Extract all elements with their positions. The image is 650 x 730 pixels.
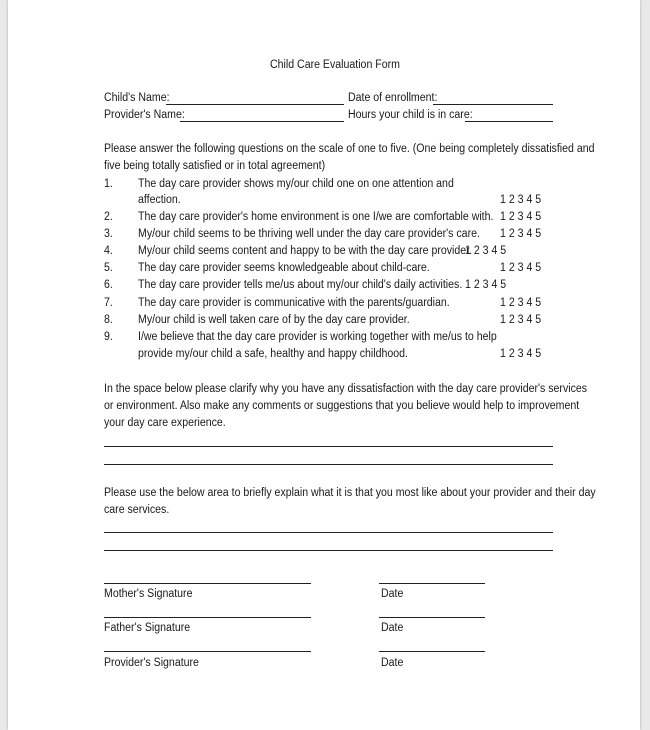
- childs-name-field[interactable]: [166, 104, 344, 105]
- question-text: My/our child seems to be thriving well under the day care provider's care.: [138, 228, 480, 240]
- question-text: The day care provider shows my/our child one on one attention and: [138, 178, 454, 190]
- childs-name-label: Child's Name:: [104, 92, 170, 104]
- mother-signature-label: Mother's Signature: [104, 588, 193, 600]
- question-text: The day care provider's home environment is one I/we are comfortable with.: [138, 211, 494, 223]
- rating-scale[interactable]: 1 2 3 4 5: [465, 279, 507, 291]
- date-label: Date: [381, 657, 404, 669]
- mother-date-line[interactable]: [379, 583, 485, 584]
- likes-writing-line[interactable]: [104, 532, 553, 533]
- like-line-2: care services.: [104, 504, 170, 516]
- father-date-line[interactable]: [379, 617, 485, 618]
- instructions-line-1: Please answer the following questions on the scale of one to five. (One being completely dissatisfied and: [104, 143, 595, 155]
- clarify-line-2: or environment. Also make any comments or suggestions that you believe would help to improvement: [104, 400, 580, 412]
- question-text: My/our child seems content and happy to be with the day care provider.: [138, 245, 473, 257]
- question-text: The day care provider is communicative with the parents/guardian.: [138, 297, 450, 309]
- clarify-line-3: your day care experience.: [104, 417, 226, 429]
- form-title: Child Care Evaluation Form: [270, 59, 400, 71]
- question-text-continued: affection.: [138, 194, 181, 206]
- clarify-line-1: In the space below please clarify why you have any dissatisfaction with the day care provider's services: [104, 383, 588, 395]
- question-number: 2.: [104, 211, 113, 223]
- father-signature-label: Father's Signature: [104, 622, 191, 634]
- question-number: 9.: [104, 331, 113, 343]
- rating-scale[interactable]: 1 2 3 4 5: [500, 211, 542, 223]
- rating-scale[interactable]: 1 2 3 4 5: [500, 262, 542, 274]
- father-signature-line[interactable]: [104, 617, 311, 618]
- provider-signature-line[interactable]: [104, 651, 311, 652]
- rating-scale[interactable]: 1 2 3 4 5: [465, 245, 507, 257]
- question-number: 5.: [104, 262, 113, 274]
- question-number: 4.: [104, 245, 113, 257]
- date-enrollment-label: Date of enrollment:: [348, 92, 438, 104]
- comments-writing-line[interactable]: [104, 446, 553, 447]
- providers-name-label: Provider's Name:: [104, 109, 185, 121]
- hours-in-care-label: Hours your child is in care:: [348, 109, 473, 121]
- date-label: Date: [381, 622, 404, 634]
- rating-scale[interactable]: 1 2 3 4 5: [500, 228, 542, 240]
- providers-name-field[interactable]: [180, 121, 344, 122]
- rating-scale[interactable]: 1 2 3 4 5: [500, 297, 542, 309]
- question-text: My/our child is well taken care of by the day care provider.: [138, 314, 410, 326]
- rating-scale[interactable]: 1 2 3 4 5: [500, 348, 542, 360]
- rating-scale[interactable]: 1 2 3 4 5: [500, 314, 542, 326]
- question-text: The day care provider seems knowledgeable about child-care.: [138, 262, 430, 274]
- question-text-continued: provide my/our child a safe, healthy and happy childhood.: [138, 348, 408, 360]
- question-text: I/we believe that the day care provider is working together with me/us to help: [138, 331, 497, 343]
- instructions-line-2: five being totally satisfied or in total agreement): [104, 160, 326, 172]
- question-number: 8.: [104, 314, 113, 326]
- comments-writing-line[interactable]: [104, 464, 553, 465]
- date-label: Date: [381, 588, 404, 600]
- question-number: 7.: [104, 297, 113, 309]
- document-page: [8, 0, 640, 730]
- like-line-1: Please use the below area to briefly explain what it is that you most like about your provider and their day: [104, 487, 596, 499]
- question-number: 1.: [104, 178, 113, 190]
- question-number: 6.: [104, 279, 113, 291]
- hours-in-care-field[interactable]: [465, 121, 553, 122]
- likes-writing-line[interactable]: [104, 550, 553, 551]
- provider-signature-label: Provider's Signature: [104, 657, 199, 669]
- question-number: 3.: [104, 228, 113, 240]
- rating-scale[interactable]: 1 2 3 4 5: [500, 194, 542, 206]
- mother-signature-line[interactable]: [104, 583, 311, 584]
- provider-date-line[interactable]: [379, 651, 485, 652]
- question-text: The day care provider tells me/us about my/our child's daily activities.: [138, 279, 463, 291]
- date-enrollment-field[interactable]: [433, 104, 553, 105]
